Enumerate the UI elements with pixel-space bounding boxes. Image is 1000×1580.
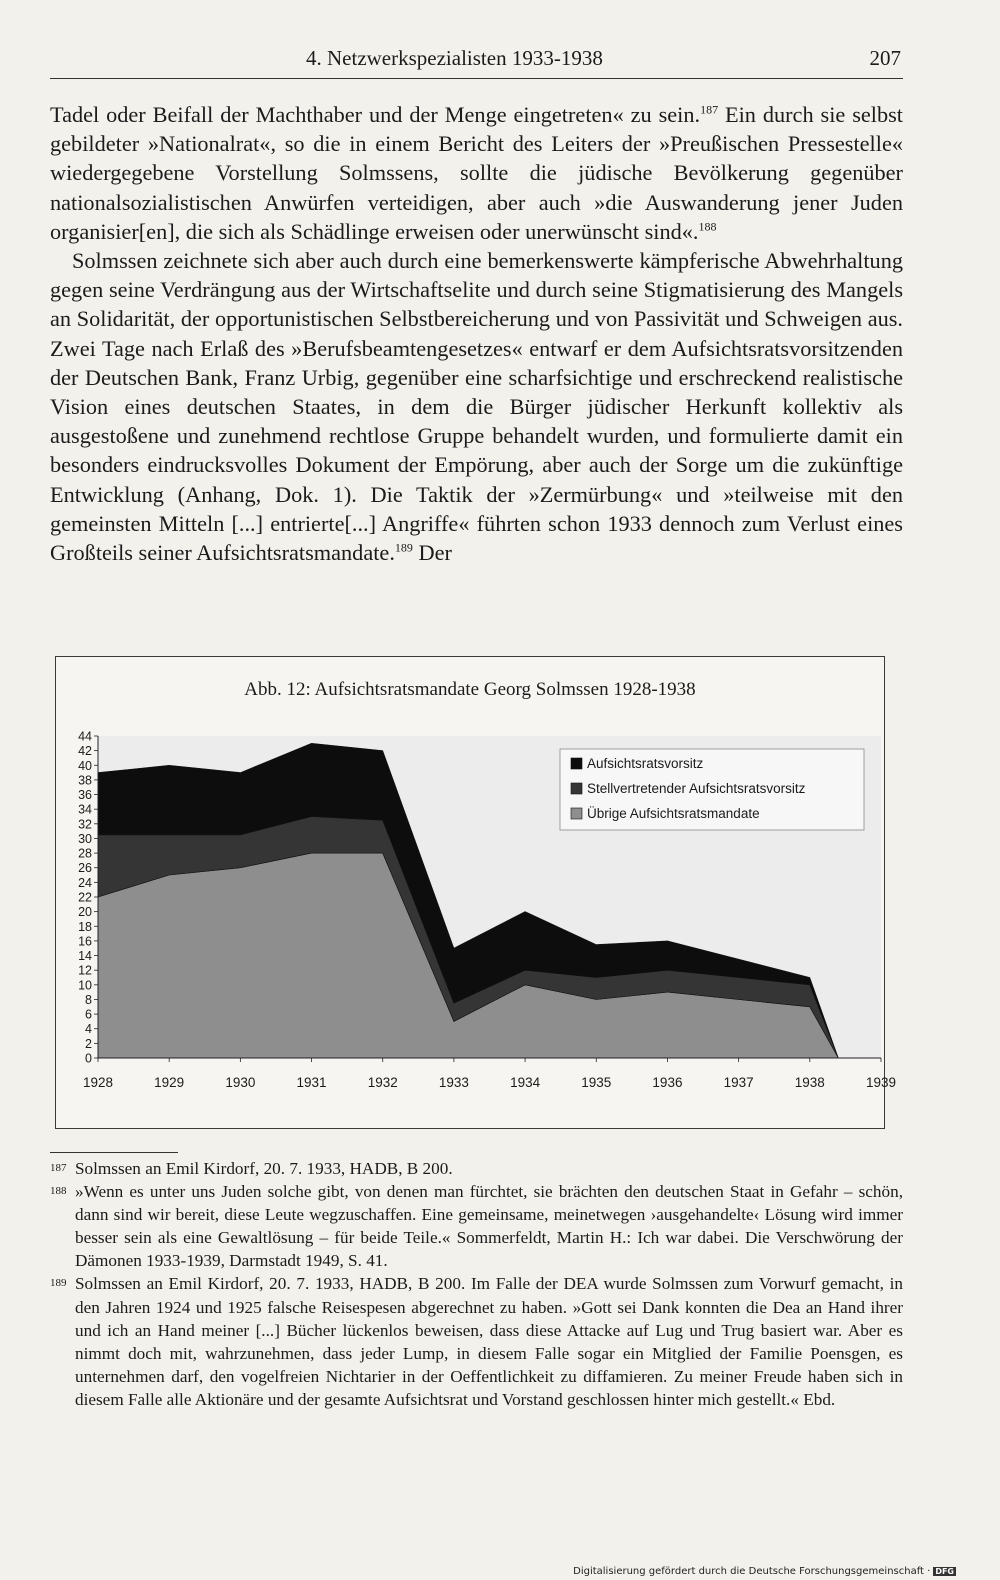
paragraph-1-text-b: Ein durch sie selbst gebildeter »Nationalrat«, so die in einem Bericht des Leiters der »Preußischen Pressestelle« wiedergegebene Vorstellung Solmssens, sollte die jüdische Bevölkerung gegenüber nationalsozialistischen Anwürfen verteidigen, aber auch »die Auswanderung jener Juden organisier[en], die sich als Schädlinge erweisen oder unerwünscht sind«. (50, 102, 903, 244)
chart-title: Abb. 12: Aufsichtsratsmandate Georg Solmssen 1928-1938 (244, 679, 696, 700)
footnote-divider (50, 1152, 178, 1153)
running-title: 4. Netzwerkspezialisten 1933-1938 (306, 46, 603, 70)
footnote-ref-187: 187 (700, 102, 719, 117)
y-tick-label: 22 (78, 890, 92, 905)
y-tick-label: 20 (78, 905, 92, 920)
y-tick-label: 8 (85, 992, 92, 1007)
x-tick-label: 1939 (865, 1075, 897, 1090)
digitization-credit (573, 1566, 956, 1577)
footnote (50, 1272, 903, 1411)
footnote-text: Solmssen an Emil Kirdorf, 20. 7. 1933, HADB, B 200. Im Falle der DEA wurde Solmssen zum Vorwurf gemacht, in den Jahren 1924 und 1925 falsche Reisespesen abgerechnet zu haben. »Gott sei Dank konnten die Dea an Hand ihrer und ich an Hand meiner [...] Bücher lückenlos beweisen, dass diese Attacke auf Lug und Trug basiert war. Aber es nimmt doch mit, wahrzunehmen, dass jeder Lump, in diesem Falle sogar ein Mitglied der Familie Poensgen, es unternehmen darf, den vogelfreien Nichtarier in der Oeffentlichkeit zu diffamieren. Zu meiner Freude haben sich in diesem Falle alle Aktionäre und der gesamte Aufsichtsrat und Vorstand geschlossen hinter mich gestellt.« Ebd. (75, 1274, 903, 1409)
paragraph-1 (50, 100, 903, 246)
y-tick-label: 40 (78, 758, 92, 773)
y-tick-label: 34 (78, 802, 92, 817)
x-tick-label: 1937 (723, 1075, 754, 1090)
y-tick-label: 12 (78, 963, 92, 978)
credit-text: Digitalisierung gefördert durch die Deutsche Forschungsgemeinschaft · (573, 1566, 931, 1577)
legend-swatch (571, 808, 582, 819)
paragraph-2-text-b: Der (412, 540, 452, 566)
y-tick-label: 24 (78, 875, 92, 890)
footnote-ref-189: 189 (394, 540, 413, 555)
footnotes (50, 1157, 903, 1411)
body-text (50, 100, 903, 567)
footnote-ref-188: 188 (698, 219, 717, 234)
footnote-number: 188 (50, 1185, 67, 1198)
figure-box (55, 656, 897, 1129)
y-tick-label: 4 (85, 1022, 92, 1037)
y-tick-label: 10 (78, 978, 92, 993)
x-tick-label: 1936 (652, 1075, 683, 1090)
y-tick-label: 18 (78, 919, 92, 934)
y-tick-label: 28 (78, 846, 92, 861)
legend-swatch (571, 783, 582, 794)
y-tick-label: 38 (78, 773, 92, 788)
x-tick-label: 1938 (794, 1075, 825, 1090)
x-tick-label: 1934 (510, 1075, 541, 1090)
footnote-text: »Wenn es unter uns Juden solche gibt, von denen man fürchtet, sie brächten den deutschen Staat in Gefahr – schön, dann sind wir bereit, diese Leute wegzuschaffen. Eine gemeinsame, meinetwegen ›ausgehandelte‹ Lösung wird immer besser sein als eine Gewaltlösung – für beide Teile.« Sommerfeldt, Martin H.: Ich war dabei. Die Verschwörung der Dämonen 1933-1939, Darmstadt 1949, S. 41. (75, 1182, 903, 1271)
legend-swatch (571, 758, 582, 769)
x-tick-label: 1930 (225, 1075, 256, 1090)
paragraph-2-text-a: Solmssen zeichnete sich aber auch durch eine bemerkenswerte kämpferische Abwehrhaltung gegen seine Verdrängung aus der Wirtschaftselite und durch seine Stigmatisierung des Mangels an Solidarität, der opportunistischen Selbstbereicherung und von Passivität und Schweigen aus. Zwei Tage nach Erlaß des »Berufsbeamtengesetzes« entwarf er dem Aufsichtsratsvorsitzenden der Deutschen Bank, Franz Urbig, gegenüber eine scharfsichtige und erschreckend realistische Vision eines deutschen Staates, in dem die Bürger jüdischer Herkunft kollektiv als ausgestoßene und zunehmend rechtlose Gruppe behandelt wurden, und formulierte damit ein besonders eindrucksvolles Dokument der Empörung, aber auch der Sorge um die zukünftige Entwicklung (Anhang, Dok. 1). Die Taktik der »Zermürbung« und »teilweise mit den gemeinsten Mitteln [...] entrierte[...] Angriffe« führten schon 1933 dennoch zum Verlust eines Großteils seiner Aufsichtsratsmandate. (50, 248, 903, 566)
legend-label: Aufsichtsratsvorsitz (587, 756, 704, 771)
y-tick-label: 2 (85, 1036, 92, 1051)
paragraph-2 (50, 246, 903, 567)
x-tick-label: 1935 (581, 1075, 612, 1090)
y-tick-label: 44 (78, 729, 92, 744)
footnote-number: 187 (50, 1162, 67, 1174)
area-chart (56, 657, 897, 1128)
legend-label: Stellvertretender Aufsichtsratsvorsitz (587, 781, 806, 796)
y-tick-label: 0 (85, 1051, 92, 1066)
footnote (50, 1180, 903, 1272)
y-tick-label: 16 (78, 934, 92, 949)
y-tick-label: 30 (78, 831, 92, 846)
y-tick-label: 42 (78, 744, 92, 759)
y-tick-label: 6 (85, 1007, 92, 1022)
y-tick-label: 14 (78, 949, 92, 964)
page-number: 207 (869, 46, 901, 70)
y-tick-label: 26 (78, 861, 92, 876)
dfg-logo: DFG (935, 1567, 954, 1576)
y-tick-label: 36 (78, 788, 92, 803)
y-tick-label: 32 (78, 817, 92, 832)
x-tick-label: 1933 (438, 1075, 469, 1090)
footnote-number: 189 (50, 1277, 67, 1290)
footnote-text: Solmssen an Emil Kirdorf, 20. 7. 1933, HADB, B 200. (75, 1159, 453, 1178)
x-tick-label: 1928 (82, 1075, 114, 1090)
legend-label: Übrige Aufsichtsratsmandate (587, 806, 760, 821)
x-tick-label: 1931 (296, 1075, 327, 1090)
page-header (50, 44, 903, 79)
x-tick-label: 1929 (154, 1075, 185, 1090)
paragraph-1-text-a: Tadel oder Beifall der Machthaber und der Menge eingetreten« zu sein. (50, 102, 701, 127)
x-tick-label: 1932 (367, 1075, 398, 1090)
footnote (50, 1157, 903, 1180)
